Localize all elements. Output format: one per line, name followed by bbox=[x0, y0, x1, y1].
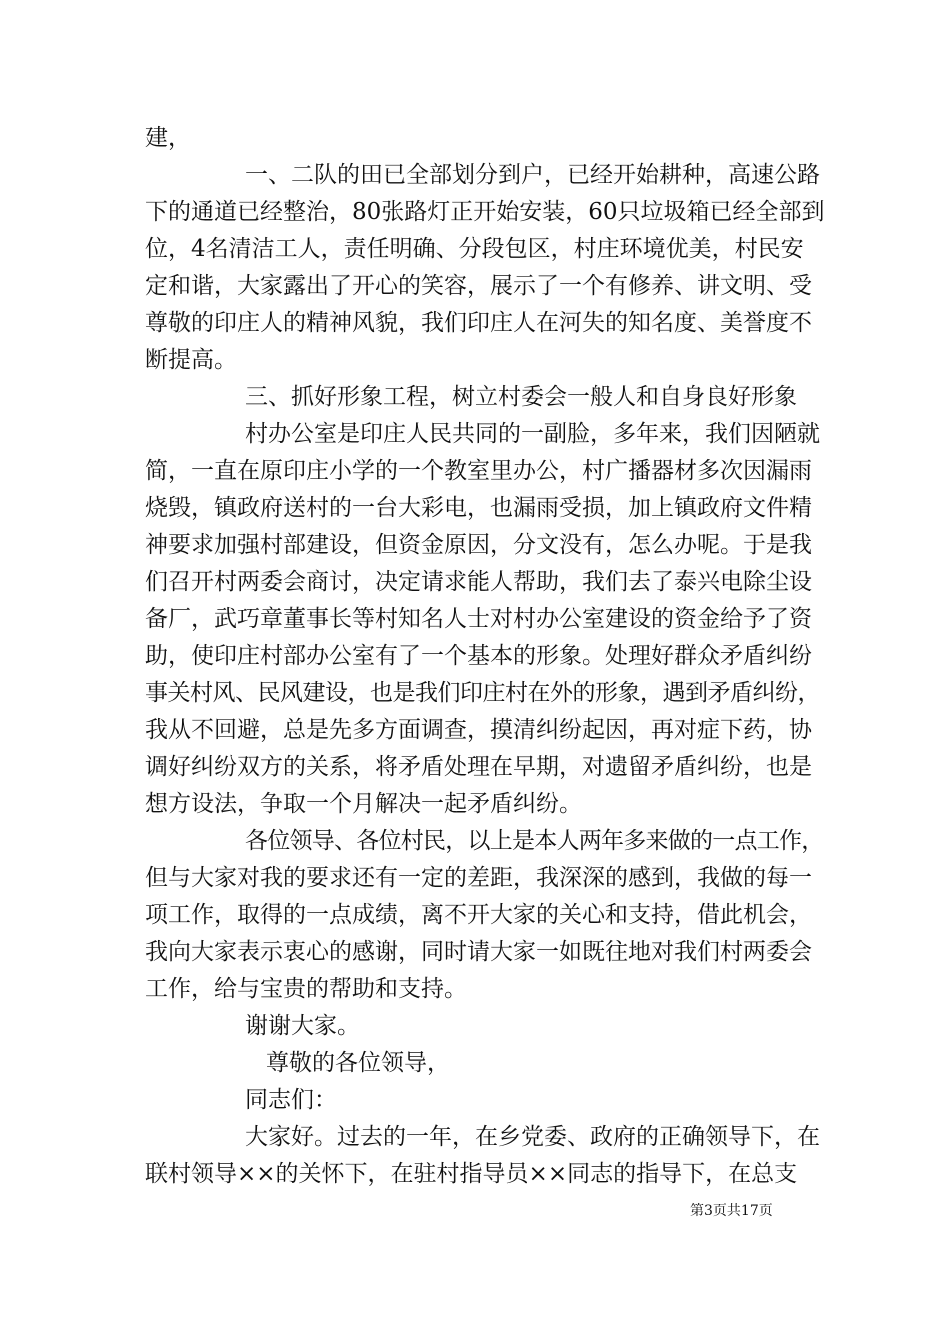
section-heading: 三、抓好形象工程，树立村委会一般人和自身良好形象 bbox=[245, 384, 797, 410]
text-line: 项工作，取得的一点成绩，离不开大家的关心和支持，借此机会， bbox=[145, 902, 812, 928]
text-line: 烧毁，镇政府送村的一台大彩电，也漏雨受损，加上镇政府文件精 bbox=[145, 495, 812, 521]
text-line: 们召开村两委会商讨，决定请求能人帮助，我们去了泰兴电除尘设 bbox=[145, 569, 812, 595]
text-line: 我从不回避，总是先多方面调查，摸清纠纷起因，再对症下药，协 bbox=[145, 717, 812, 743]
text-line: 联村领导××的关怀下，在驻村指导员××同志的指导下，在总支 bbox=[145, 1161, 798, 1187]
text-line: 助，使印庄村部办公室有了一个基本的形象。处理好群众矛盾纠纷 bbox=[145, 643, 812, 669]
page-number-footer: 第3页共17页 bbox=[690, 1203, 773, 1219]
text-line: 下的通道已经整治，80张路灯正开始安装，60只垃圾箱已经全部到 bbox=[145, 199, 825, 225]
text-line: 大家好。过去的一年，在乡党委、政府的正确领导下，在 bbox=[245, 1124, 820, 1150]
text-line: 定和谐，大家露出了开心的笑容，展示了一个有修养、讲文明、受 bbox=[145, 273, 812, 299]
salutation: 尊敬的各位领导， bbox=[266, 1050, 450, 1076]
text-line: 简，一直在原印庄小学的一个教室里办公，村广播器材多次因漏雨 bbox=[145, 458, 812, 484]
text-line: 调好纠纷双方的关系，将矛盾处理在早期，对遗留矛盾纠纷，也是 bbox=[145, 754, 812, 780]
text-line: 事关村风、民风建设，也是我们印庄村在外的形象，遇到矛盾纠纷， bbox=[145, 680, 820, 706]
text-line: 神要求加强村部建设，但资金原因，分文没有，怎么办呢。于是我 bbox=[145, 532, 812, 558]
text-line: 谢谢大家。 bbox=[245, 1013, 360, 1039]
text-line: 位，4名清洁工人，责任明确、分段包区，村庄环境优美，村民安 bbox=[145, 236, 804, 262]
text-line: 建， bbox=[145, 125, 191, 151]
text-line: 尊敬的印庄人的精神风貌，我们印庄人在河失的知名度、美誉度不 bbox=[145, 310, 812, 336]
text-line: 工作，给与宝贵的帮助和支持。 bbox=[145, 976, 467, 1002]
text-line: 各位领导、各位村民，以上是本人两年多来做的一点工作， bbox=[245, 828, 824, 854]
text-line: 我向大家表示衷心的感谢，同时请大家一如既往地对我们村两委会 bbox=[145, 939, 812, 965]
text-line: 断提高。 bbox=[145, 347, 237, 373]
text-line: 一、二队的田已全部划分到户，已经开始耕种，高速公路 bbox=[245, 162, 820, 188]
text-line: 但与大家对我的要求还有一定的差距，我深深的感到，我做的每一 bbox=[145, 865, 812, 891]
text-line: 备厂，武巧章董事长等村知名人士对村办公室建设的资金给予了资 bbox=[145, 606, 812, 632]
text-line: 村办公室是印庄人民共同的一副脸，多年来，我们因陋就 bbox=[245, 421, 820, 447]
salutation: 同志们： bbox=[245, 1087, 337, 1113]
text-line: 想方设法，争取一个月解决一起矛盾纠纷。 bbox=[145, 791, 582, 817]
